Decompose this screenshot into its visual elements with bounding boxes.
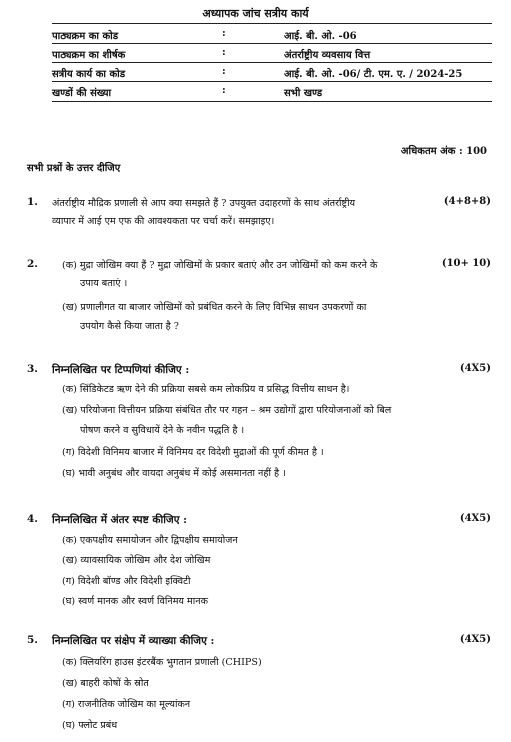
question-number: 3. <box>27 363 38 375</box>
meta-row-block-count <box>52 85 492 99</box>
question-heading: निम्नलिखित पर संक्षेप में व्याख्या कीजिए : <box>52 635 215 647</box>
sub-question: (ख) प्रणालीगत या बाजार जोखिमों को प्रबंधित करने के लिए विभिन्न साधन उपकरणों का <box>62 302 367 313</box>
meta-row-course-code <box>52 28 492 42</box>
sub-question-cont: पोषण करने व सुविधायें देने के नवीन पद्धति है । <box>80 425 245 436</box>
instructions: सभी प्रश्नों के उत्तर दीजिए <box>27 163 121 174</box>
meta-value: आई. बी. ओ. -06/ टी. एम. ए. / 2024-25 <box>284 69 463 80</box>
sub-question: (ग) विदेशी विनिमय बाजार में विनिमय दर विदेशी मुद्राओं की पूर्ण कीमत है । <box>62 447 324 458</box>
question-marks: (4+8+8) <box>443 196 491 207</box>
meta-colon: : <box>222 28 226 39</box>
meta-value: अंतर्राष्ट्रीय व्यवसाय वित्त <box>284 50 371 61</box>
sub-question-cont: उपाय बताएं । <box>80 278 128 289</box>
max-marks: अधिकतम अंक : 100 <box>400 146 487 157</box>
meta-colon: : <box>222 47 226 58</box>
question-heading: निम्नलिखित पर टिप्पणियां कीजिए : <box>52 364 190 376</box>
question-marks: (4X5) <box>459 513 491 524</box>
sub-question: (घ) भावी अनुबंध और वायदा अनुबंध में कोई असमानता नहीं है । <box>62 468 286 479</box>
document-title: अध्यापक जांच सत्रीय कार्य <box>202 7 309 20</box>
sub-question: (ग) राजनीतिक जोखिम का मूल्यांकन <box>62 699 191 710</box>
sub-question: (क) क्लियरिंग हाउस इंटरबैंक भुगतान प्रणाली (CHIPS) <box>62 657 262 668</box>
question-number: 5. <box>27 634 38 646</box>
header-rule-bottom <box>52 101 492 102</box>
meta-colon: : <box>222 85 226 96</box>
question-marks: (4X5) <box>459 634 491 645</box>
question-marks: (4X5) <box>459 363 491 374</box>
meta-label: खण्डों की संख्या <box>52 88 112 99</box>
question-number: 2. <box>27 258 38 270</box>
meta-value: सभी खण्ड <box>284 88 323 99</box>
sub-question: (क) मुद्रा जोखिम क्या हैं ? मुद्रा जोखिमों के प्रकार बताएं और उन जोखिमों को कम करने के <box>62 260 378 271</box>
question-text: व्यापार में आई एम एफ की आवश्यकता पर चर्चा करें। समझाइए। <box>52 216 275 227</box>
meta-row-assignment-code <box>52 66 492 80</box>
question-number: 4. <box>27 513 38 525</box>
meta-row-course-title <box>52 47 492 61</box>
meta-value: आई. बी. ओ. -06 <box>284 31 357 42</box>
sub-question: (ग) विदेशी बॉण्ड और विदेशी इक्विटी <box>62 576 191 587</box>
sub-question: (ख) व्यावसायिक जोखिम और देश जोखिम <box>62 555 211 566</box>
meta-label: पाठ्यक्रम का कोड <box>52 31 119 42</box>
question-marks: (10+ 10) <box>441 258 491 269</box>
sub-question: (घ) फ्लोट प्रबंध <box>62 720 118 731</box>
meta-rule <box>52 62 492 63</box>
meta-rule <box>52 43 492 44</box>
meta-colon: : <box>222 66 226 77</box>
question-text: अंतर्राष्ट्रीय मौद्रिक प्रणाली से आप क्या समझते हैं ? उपयुक्त उदाहरणों के साथ अंतर्राष्ट्रीय <box>52 198 356 209</box>
meta-label: सत्रीय कार्य का कोड <box>52 69 126 80</box>
question-number: 1. <box>27 196 38 208</box>
sub-question: (ख) बाहरी कोषों के स्रोत <box>62 678 149 689</box>
question-heading: निम्नलिखित में अंतर स्पष्ट कीजिए : <box>52 514 188 526</box>
sub-question-cont: उपयोग कैसे किया जाता है ? <box>80 321 179 332</box>
meta-label: पाठ्यक्रम का शीर्षक <box>52 50 126 61</box>
sub-question: (क) एकपक्षीय समायोजन और द्विपक्षीय समायोजन <box>62 535 238 546</box>
sub-question: (ख) परियोजना वित्तीयन प्रक्रिया संबंधित तौर पर गहन – श्रम उद्योगों द्वारा परियोजनाओं को बिल <box>62 405 392 416</box>
sub-question: (क) सिंडिकेटड ऋण देने की प्रक्रिया सबसे कम लोकप्रिय व प्रसिद्ध वित्तीय साधन है। <box>62 384 350 395</box>
meta-rule <box>52 81 492 82</box>
header-rule-top <box>52 23 492 24</box>
sub-question: (घ) स्वर्ण मानक और स्वर्ण विनिमय मानक <box>62 596 208 607</box>
